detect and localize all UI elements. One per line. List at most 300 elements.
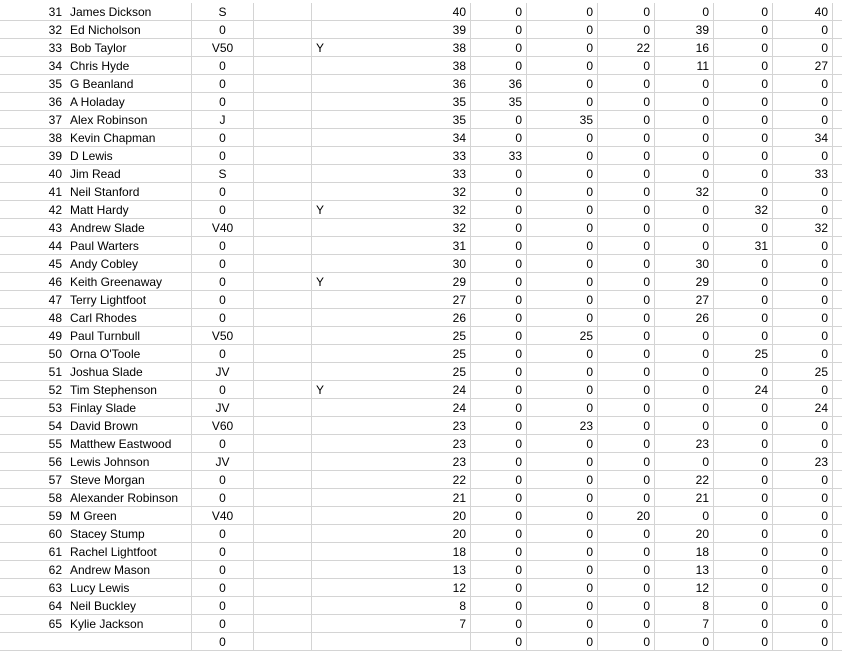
score-cell[interactable]: 0 (714, 291, 773, 309)
name-cell[interactable]: Alexander Robinson (66, 489, 192, 507)
flag-cell[interactable] (312, 219, 328, 237)
blank-cell[interactable] (254, 183, 312, 201)
row-number-cell[interactable]: 42 (0, 201, 66, 219)
row-number-cell[interactable]: 57 (0, 471, 66, 489)
score-cell[interactable]: 0 (527, 201, 598, 219)
score-cell[interactable]: 0 (471, 597, 527, 615)
flag-cell[interactable] (312, 489, 328, 507)
name-cell[interactable]: Keith Greenaway (66, 273, 192, 291)
total-cell[interactable]: 24 (328, 381, 471, 399)
name-cell[interactable]: David Brown (66, 417, 192, 435)
row-number-cell[interactable]: 64 (0, 597, 66, 615)
score-cell[interactable]: 8 (655, 597, 714, 615)
score-cell[interactable]: 0 (714, 435, 773, 453)
row-number-cell[interactable]: 41 (0, 183, 66, 201)
blank-cell[interactable] (254, 111, 312, 129)
row-number-cell[interactable]: 38 (0, 129, 66, 147)
score-cell[interactable]: 0 (714, 417, 773, 435)
score-cell[interactable]: 20 (598, 507, 655, 525)
total-cell[interactable]: 39 (328, 21, 471, 39)
score-cell[interactable]: 7 (655, 615, 714, 633)
category-cell[interactable]: 0 (192, 381, 254, 399)
row-number-cell[interactable]: 37 (0, 111, 66, 129)
blank-cell[interactable] (254, 75, 312, 93)
flag-cell[interactable] (312, 525, 328, 543)
score-cell[interactable]: 0 (598, 525, 655, 543)
category-cell[interactable]: J (192, 111, 254, 129)
score-cell[interactable]: 0 (773, 255, 833, 273)
score-cell[interactable]: 0 (773, 327, 833, 345)
score-cell[interactable]: 0 (527, 21, 598, 39)
score-cell[interactable]: 0 (598, 237, 655, 255)
flag-cell[interactable] (312, 633, 328, 651)
blank-cell[interactable] (254, 525, 312, 543)
row-number-cell[interactable]: 34 (0, 57, 66, 75)
score-cell[interactable]: 0 (527, 543, 598, 561)
score-cell[interactable]: 0 (714, 399, 773, 417)
score-cell[interactable]: 0 (527, 57, 598, 75)
row-number-cell[interactable]: 49 (0, 327, 66, 345)
blank-cell[interactable] (254, 327, 312, 345)
score-cell[interactable]: 0 (598, 309, 655, 327)
score-cell[interactable]: 0 (773, 507, 833, 525)
score-cell[interactable]: 0 (471, 507, 527, 525)
score-cell[interactable]: 0 (773, 93, 833, 111)
score-cell[interactable]: 0 (598, 543, 655, 561)
score-cell[interactable]: 0 (655, 93, 714, 111)
score-cell[interactable]: 0 (773, 381, 833, 399)
score-cell[interactable]: 0 (714, 327, 773, 345)
score-cell[interactable]: 39 (655, 21, 714, 39)
name-cell[interactable]: Finlay Slade (66, 399, 192, 417)
row-number-cell[interactable]: 52 (0, 381, 66, 399)
score-cell[interactable]: 0 (527, 165, 598, 183)
blank-cell[interactable] (833, 327, 842, 345)
blank-cell[interactable] (833, 201, 842, 219)
score-cell[interactable]: 25 (527, 327, 598, 345)
total-cell[interactable]: 35 (328, 111, 471, 129)
blank-cell[interactable] (254, 561, 312, 579)
name-cell[interactable]: Kevin Chapman (66, 129, 192, 147)
total-cell[interactable]: 32 (328, 183, 471, 201)
score-cell[interactable]: 0 (714, 561, 773, 579)
flag-cell[interactable] (312, 615, 328, 633)
score-cell[interactable]: 0 (773, 435, 833, 453)
blank-cell[interactable] (254, 39, 312, 57)
total-cell[interactable] (328, 633, 471, 651)
category-cell[interactable]: 0 (192, 597, 254, 615)
blank-cell[interactable] (254, 57, 312, 75)
category-cell[interactable]: V60 (192, 417, 254, 435)
name-cell[interactable]: Steve Morgan (66, 471, 192, 489)
score-cell[interactable]: 0 (714, 129, 773, 147)
score-cell[interactable]: 0 (773, 597, 833, 615)
blank-cell[interactable] (833, 525, 842, 543)
total-cell[interactable]: 33 (328, 165, 471, 183)
total-cell[interactable]: 29 (328, 273, 471, 291)
score-cell[interactable]: 25 (773, 363, 833, 381)
blank-cell[interactable] (833, 507, 842, 525)
category-cell[interactable]: 0 (192, 273, 254, 291)
score-cell[interactable]: 0 (471, 543, 527, 561)
score-cell[interactable]: 0 (655, 363, 714, 381)
score-cell[interactable]: 0 (714, 543, 773, 561)
row-number-cell[interactable]: 56 (0, 453, 66, 471)
score-cell[interactable]: 0 (527, 345, 598, 363)
score-cell[interactable]: 0 (598, 291, 655, 309)
category-cell[interactable]: 0 (192, 255, 254, 273)
flag-cell[interactable]: Y (312, 273, 328, 291)
blank-cell[interactable] (254, 129, 312, 147)
score-cell[interactable]: 0 (527, 147, 598, 165)
flag-cell[interactable] (312, 561, 328, 579)
score-cell[interactable]: 0 (527, 381, 598, 399)
flag-cell[interactable] (312, 363, 328, 381)
name-cell[interactable]: Andrew Slade (66, 219, 192, 237)
score-cell[interactable]: 0 (714, 633, 773, 651)
score-cell[interactable]: 18 (655, 543, 714, 561)
category-cell[interactable]: 0 (192, 291, 254, 309)
category-cell[interactable]: V50 (192, 39, 254, 57)
name-cell[interactable]: Stacey Stump (66, 525, 192, 543)
total-cell[interactable]: 8 (328, 597, 471, 615)
score-cell[interactable]: 0 (527, 471, 598, 489)
blank-cell[interactable] (833, 453, 842, 471)
name-cell[interactable]: Carl Rhodes (66, 309, 192, 327)
score-cell[interactable]: 0 (598, 75, 655, 93)
flag-cell[interactable] (312, 507, 328, 525)
total-cell[interactable]: 23 (328, 453, 471, 471)
score-cell[interactable]: 0 (527, 291, 598, 309)
score-cell[interactable]: 0 (655, 75, 714, 93)
row-number-cell[interactable]: 51 (0, 363, 66, 381)
total-cell[interactable]: 25 (328, 327, 471, 345)
score-cell[interactable]: 0 (471, 39, 527, 57)
flag-cell[interactable] (312, 75, 328, 93)
score-cell[interactable]: 0 (598, 57, 655, 75)
blank-cell[interactable] (833, 273, 842, 291)
score-cell[interactable]: 0 (714, 165, 773, 183)
score-cell[interactable]: 0 (598, 21, 655, 39)
blank-cell[interactable] (833, 579, 842, 597)
row-number-cell[interactable]: 39 (0, 147, 66, 165)
score-cell[interactable]: 0 (471, 201, 527, 219)
blank-cell[interactable] (254, 435, 312, 453)
total-cell[interactable]: 24 (328, 399, 471, 417)
name-cell[interactable]: Orna O'Toole (66, 345, 192, 363)
name-cell[interactable]: A Holaday (66, 93, 192, 111)
flag-cell[interactable] (312, 291, 328, 309)
blank-cell[interactable] (254, 615, 312, 633)
score-cell[interactable]: 23 (655, 435, 714, 453)
row-number-cell[interactable] (0, 633, 66, 651)
category-cell[interactable]: 0 (192, 147, 254, 165)
category-cell[interactable]: JV (192, 399, 254, 417)
score-cell[interactable]: 0 (598, 201, 655, 219)
blank-cell[interactable] (254, 453, 312, 471)
flag-cell[interactable] (312, 183, 328, 201)
category-cell[interactable]: JV (192, 453, 254, 471)
score-cell[interactable]: 0 (598, 93, 655, 111)
score-cell[interactable]: 0 (471, 237, 527, 255)
score-cell[interactable]: 0 (714, 57, 773, 75)
name-cell[interactable]: Neil Buckley (66, 597, 192, 615)
total-cell[interactable]: 25 (328, 363, 471, 381)
category-cell[interactable]: 0 (192, 75, 254, 93)
score-cell[interactable]: 27 (655, 291, 714, 309)
score-cell[interactable]: 0 (773, 615, 833, 633)
flag-cell[interactable] (312, 327, 328, 345)
score-cell[interactable]: 0 (714, 453, 773, 471)
total-cell[interactable]: 13 (328, 561, 471, 579)
score-cell[interactable]: 0 (773, 183, 833, 201)
score-cell[interactable]: 0 (527, 75, 598, 93)
category-cell[interactable]: V40 (192, 507, 254, 525)
blank-cell[interactable] (833, 345, 842, 363)
row-number-cell[interactable]: 40 (0, 165, 66, 183)
score-cell[interactable]: 11 (655, 57, 714, 75)
score-cell[interactable]: 0 (655, 111, 714, 129)
total-cell[interactable]: 35 (328, 93, 471, 111)
category-cell[interactable]: 0 (192, 183, 254, 201)
score-cell[interactable]: 0 (527, 525, 598, 543)
blank-cell[interactable] (254, 399, 312, 417)
category-cell[interactable]: JV (192, 363, 254, 381)
score-cell[interactable]: 0 (773, 21, 833, 39)
category-cell[interactable]: 0 (192, 21, 254, 39)
blank-cell[interactable] (254, 345, 312, 363)
category-cell[interactable]: 0 (192, 525, 254, 543)
score-cell[interactable]: 0 (598, 129, 655, 147)
score-cell[interactable]: 0 (598, 165, 655, 183)
score-cell[interactable]: 0 (714, 579, 773, 597)
score-cell[interactable]: 0 (598, 3, 655, 21)
score-cell[interactable]: 0 (598, 579, 655, 597)
category-cell[interactable]: 0 (192, 309, 254, 327)
blank-cell[interactable] (254, 219, 312, 237)
score-cell[interactable]: 20 (655, 525, 714, 543)
score-cell[interactable]: 40 (773, 3, 833, 21)
score-cell[interactable]: 16 (655, 39, 714, 57)
score-cell[interactable]: 0 (527, 219, 598, 237)
score-cell[interactable]: 0 (471, 291, 527, 309)
score-cell[interactable]: 0 (527, 129, 598, 147)
category-cell[interactable]: 0 (192, 471, 254, 489)
score-cell[interactable]: 0 (471, 219, 527, 237)
score-cell[interactable]: 32 (655, 183, 714, 201)
score-cell[interactable]: 0 (471, 21, 527, 39)
score-cell[interactable]: 0 (598, 489, 655, 507)
score-cell[interactable]: 0 (471, 579, 527, 597)
blank-cell[interactable] (254, 165, 312, 183)
flag-cell[interactable]: Y (312, 381, 328, 399)
score-cell[interactable]: 0 (773, 471, 833, 489)
blank-cell[interactable] (254, 3, 312, 21)
category-cell[interactable]: 0 (192, 129, 254, 147)
score-cell[interactable]: 0 (598, 399, 655, 417)
score-cell[interactable]: 36 (471, 75, 527, 93)
score-cell[interactable]: 0 (471, 489, 527, 507)
blank-cell[interactable] (833, 183, 842, 201)
score-cell[interactable]: 0 (598, 273, 655, 291)
score-cell[interactable]: 0 (773, 201, 833, 219)
category-cell[interactable]: 0 (192, 561, 254, 579)
total-cell[interactable]: 30 (328, 255, 471, 273)
score-cell[interactable]: 34 (773, 129, 833, 147)
score-cell[interactable]: 22 (655, 471, 714, 489)
score-cell[interactable]: 0 (527, 39, 598, 57)
score-cell[interactable]: 0 (471, 165, 527, 183)
blank-cell[interactable] (254, 543, 312, 561)
score-cell[interactable]: 0 (527, 183, 598, 201)
category-cell[interactable]: 0 (192, 489, 254, 507)
flag-cell[interactable] (312, 3, 328, 21)
category-cell[interactable]: 0 (192, 633, 254, 651)
score-cell[interactable]: 0 (527, 561, 598, 579)
row-number-cell[interactable]: 33 (0, 39, 66, 57)
blank-cell[interactable] (833, 561, 842, 579)
blank-cell[interactable] (833, 435, 842, 453)
score-cell[interactable]: 33 (471, 147, 527, 165)
score-cell[interactable]: 24 (773, 399, 833, 417)
score-cell[interactable]: 0 (714, 507, 773, 525)
name-cell[interactable]: Rachel Lightfoot (66, 543, 192, 561)
blank-cell[interactable] (833, 471, 842, 489)
score-cell[interactable]: 0 (655, 399, 714, 417)
score-cell[interactable]: 0 (714, 111, 773, 129)
score-cell[interactable]: 22 (598, 39, 655, 57)
score-cell[interactable]: 0 (527, 507, 598, 525)
row-number-cell[interactable]: 35 (0, 75, 66, 93)
name-cell[interactable]: Lucy Lewis (66, 579, 192, 597)
name-cell[interactable]: Bob Taylor (66, 39, 192, 57)
row-number-cell[interactable]: 36 (0, 93, 66, 111)
score-cell[interactable]: 0 (773, 111, 833, 129)
category-cell[interactable]: V40 (192, 219, 254, 237)
name-cell[interactable] (66, 633, 192, 651)
score-cell[interactable]: 0 (471, 57, 527, 75)
category-cell[interactable]: 0 (192, 615, 254, 633)
name-cell[interactable]: D Lewis (66, 147, 192, 165)
name-cell[interactable]: Alex Robinson (66, 111, 192, 129)
score-cell[interactable]: 0 (471, 633, 527, 651)
name-cell[interactable]: Andy Cobley (66, 255, 192, 273)
score-cell[interactable]: 0 (714, 615, 773, 633)
blank-cell[interactable] (254, 489, 312, 507)
score-cell[interactable]: 0 (471, 111, 527, 129)
score-cell[interactable]: 0 (471, 381, 527, 399)
score-cell[interactable]: 0 (598, 615, 655, 633)
score-cell[interactable]: 0 (773, 417, 833, 435)
score-cell[interactable]: 0 (527, 237, 598, 255)
blank-cell[interactable] (833, 309, 842, 327)
row-number-cell[interactable]: 61 (0, 543, 66, 561)
blank-cell[interactable] (254, 21, 312, 39)
flag-cell[interactable] (312, 435, 328, 453)
score-cell[interactable]: 0 (598, 453, 655, 471)
score-cell[interactable]: 30 (655, 255, 714, 273)
score-cell[interactable]: 32 (714, 201, 773, 219)
category-cell[interactable]: S (192, 165, 254, 183)
score-cell[interactable]: 33 (773, 165, 833, 183)
total-cell[interactable]: 18 (328, 543, 471, 561)
score-cell[interactable]: 0 (714, 3, 773, 21)
score-cell[interactable]: 0 (773, 291, 833, 309)
score-cell[interactable]: 0 (598, 435, 655, 453)
row-number-cell[interactable]: 44 (0, 237, 66, 255)
flag-cell[interactable] (312, 543, 328, 561)
score-cell[interactable]: 0 (655, 3, 714, 21)
score-cell[interactable]: 0 (714, 21, 773, 39)
name-cell[interactable]: Andrew Mason (66, 561, 192, 579)
score-cell[interactable]: 0 (527, 399, 598, 417)
blank-cell[interactable] (254, 309, 312, 327)
score-cell[interactable]: 0 (655, 633, 714, 651)
row-number-cell[interactable]: 60 (0, 525, 66, 543)
row-number-cell[interactable]: 65 (0, 615, 66, 633)
blank-cell[interactable] (833, 291, 842, 309)
score-cell[interactable]: 0 (714, 75, 773, 93)
score-cell[interactable]: 0 (773, 345, 833, 363)
flag-cell[interactable] (312, 237, 328, 255)
score-cell[interactable]: 0 (471, 561, 527, 579)
blank-cell[interactable] (833, 255, 842, 273)
name-cell[interactable]: Matthew Eastwood (66, 435, 192, 453)
score-cell[interactable]: 0 (471, 435, 527, 453)
name-cell[interactable]: Ed Nicholson (66, 21, 192, 39)
score-cell[interactable]: 0 (471, 471, 527, 489)
score-cell[interactable]: 0 (714, 363, 773, 381)
total-cell[interactable]: 33 (328, 147, 471, 165)
score-cell[interactable]: 31 (714, 237, 773, 255)
total-cell[interactable]: 40 (328, 3, 471, 21)
total-cell[interactable]: 32 (328, 219, 471, 237)
row-number-cell[interactable]: 62 (0, 561, 66, 579)
score-cell[interactable]: 0 (598, 381, 655, 399)
score-cell[interactable]: 0 (527, 435, 598, 453)
total-cell[interactable]: 34 (328, 129, 471, 147)
name-cell[interactable]: Jim Read (66, 165, 192, 183)
flag-cell[interactable] (312, 21, 328, 39)
score-cell[interactable]: 0 (471, 309, 527, 327)
row-number-cell[interactable]: 63 (0, 579, 66, 597)
score-cell[interactable]: 0 (598, 597, 655, 615)
score-cell[interactable]: 0 (527, 597, 598, 615)
row-number-cell[interactable]: 43 (0, 219, 66, 237)
name-cell[interactable]: Neil Stanford (66, 183, 192, 201)
blank-cell[interactable] (833, 147, 842, 165)
score-cell[interactable]: 0 (714, 255, 773, 273)
row-number-cell[interactable]: 54 (0, 417, 66, 435)
blank-cell[interactable] (254, 147, 312, 165)
blank-cell[interactable] (833, 417, 842, 435)
score-cell[interactable]: 0 (773, 147, 833, 165)
score-cell[interactable]: 0 (773, 489, 833, 507)
score-cell[interactable]: 0 (714, 147, 773, 165)
blank-cell[interactable] (254, 507, 312, 525)
row-number-cell[interactable]: 31 (0, 3, 66, 21)
score-cell[interactable]: 0 (471, 417, 527, 435)
name-cell[interactable]: James Dickson (66, 3, 192, 21)
blank-cell[interactable] (833, 111, 842, 129)
blank-cell[interactable] (254, 381, 312, 399)
score-cell[interactable]: 12 (655, 579, 714, 597)
blank-cell[interactable] (833, 597, 842, 615)
score-cell[interactable]: 0 (471, 3, 527, 21)
score-cell[interactable]: 0 (773, 525, 833, 543)
score-cell[interactable]: 23 (527, 417, 598, 435)
total-cell[interactable]: 38 (328, 39, 471, 57)
